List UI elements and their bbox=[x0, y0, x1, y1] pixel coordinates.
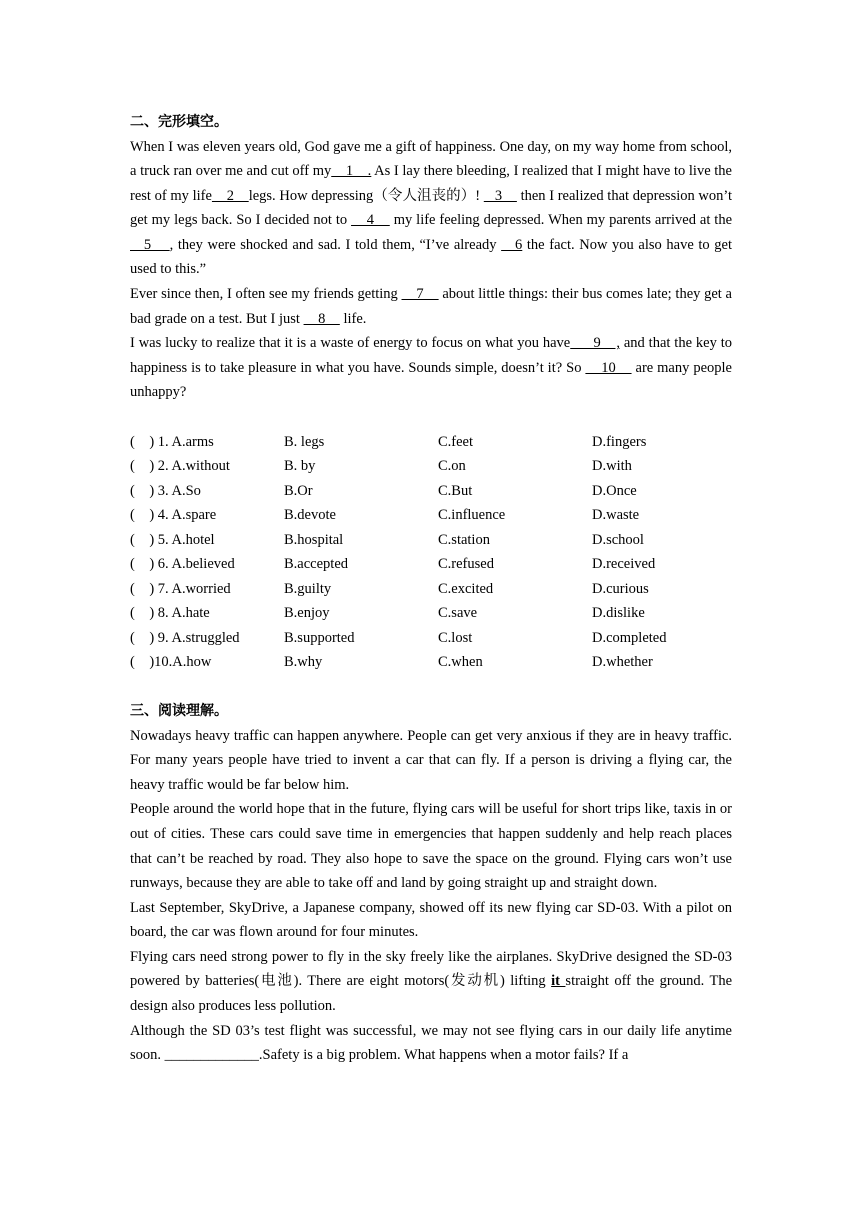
cloze-passage bbox=[130, 135, 732, 406]
blank-9: 9 , bbox=[570, 335, 620, 352]
option-b: B.guilty bbox=[284, 580, 332, 597]
blank-8: 8 bbox=[303, 310, 340, 327]
question-number: ( )10.A.how bbox=[130, 654, 212, 671]
option-row bbox=[130, 552, 732, 577]
option-b: B. by bbox=[284, 458, 316, 475]
option-d: D.with bbox=[592, 458, 632, 475]
option-d: D.curious bbox=[592, 580, 649, 597]
text: Although the SD 03’s test flight was successful, we may not see flying cars in our daily life anytime soon. bbox=[130, 1022, 732, 1064]
spacer bbox=[130, 405, 732, 430]
cloze-paragraph-3 bbox=[130, 331, 732, 405]
reading-paragraph-4 bbox=[130, 945, 732, 1019]
text: legs. How depressing（令人沮丧的）! bbox=[248, 187, 484, 204]
option-c: C.lost bbox=[438, 629, 473, 646]
blank-2: 2 bbox=[211, 187, 249, 204]
question-number: ( ) 9. A.struggled bbox=[130, 629, 240, 646]
text: about little things: their bus comes late; they get a bad grade on a test. But I just bbox=[130, 286, 732, 327]
option-c: C.influence bbox=[438, 507, 506, 524]
answer-blank[interactable]: _____________ bbox=[164, 1047, 259, 1064]
blank-3: 3 bbox=[483, 187, 517, 204]
question-number: ( ) 1. A.arms bbox=[130, 433, 214, 450]
option-row bbox=[130, 479, 732, 504]
option-b: B.accepted bbox=[284, 556, 349, 573]
option-d: D.Once bbox=[592, 482, 637, 499]
option-b: B.Or bbox=[284, 482, 313, 499]
option-c: C.station bbox=[438, 531, 490, 548]
blank-10: 10 bbox=[585, 359, 632, 376]
cloze-heading: 二、完形填空。 bbox=[130, 114, 228, 130]
option-row bbox=[130, 503, 732, 528]
question-number: ( ) 5. A.hotel bbox=[130, 531, 215, 548]
option-c: C.when bbox=[438, 654, 483, 671]
text: Flying cars need strong power to fly in the sky freely like the airplanes. SkyDrive designed the SD-03 powered by batteries(电池). There are eight motors(发动机) lifting bbox=[130, 948, 732, 990]
option-b: B.why bbox=[284, 654, 323, 671]
text: the fact. Now you also have to get used to this.” bbox=[130, 236, 733, 278]
option-row bbox=[130, 577, 732, 602]
text: Ever since then, I often see my friends getting bbox=[130, 286, 402, 303]
option-d: D.waste bbox=[592, 507, 640, 524]
text: my life feeling depressed. When my parents arrived at the bbox=[389, 212, 733, 229]
blank-6: 6 bbox=[501, 236, 523, 253]
option-row bbox=[130, 430, 732, 455]
option-c: C.on bbox=[438, 458, 466, 475]
option-c: C.save bbox=[438, 605, 478, 622]
reading-paragraph-3: Last September, SkyDrive, a Japanese company, showed off its new flying car SD-03. With a pilot on board, the car was flown around for four minutes. bbox=[130, 899, 732, 941]
text: then I realized that depression won’t get my legs back. So I decided not to bbox=[130, 187, 733, 229]
reading-passage bbox=[130, 724, 732, 1068]
question-number: ( ) 3. A.So bbox=[130, 482, 201, 499]
option-b: B.devote bbox=[284, 507, 336, 524]
option-b: B.supported bbox=[284, 629, 355, 646]
reading-paragraph-1: Nowadays heavy traffic can happen anywhere. People can get very anxious if they are in heavy traffic. For many years people have tried to invent a car that can fly. If a person is driving a flying car, the heavy traffic would be far below him. bbox=[130, 727, 732, 793]
blank-7: 7 bbox=[401, 286, 439, 303]
option-row bbox=[130, 528, 732, 553]
text: , they were shocked and sad. I told them, “I’ve already bbox=[169, 236, 502, 253]
option-d: D.fingers bbox=[592, 433, 647, 450]
text: As I lay there bleeding, I realized that I might have to live the rest of my life bbox=[130, 163, 732, 204]
underlined-word-it: it bbox=[551, 973, 566, 990]
cloze-paragraph-2 bbox=[130, 282, 732, 331]
option-b: B.hospital bbox=[284, 531, 344, 548]
option-d: D.received bbox=[592, 556, 656, 573]
text: When I was eleven years old, God gave me a gift of happiness. One day, on my way home from school, a truck ran over me and cut off my bbox=[130, 138, 732, 180]
reading-paragraph-2: People around the world hope that in the future, flying cars will be useful for short trips like, taxis in or out of cities. These cars could save time in emergencies that happen suddenly and help reach places that can’t be reached by road. They also hope to save the space on the ground. Flying cars won’t use runways, because they are able to take off and land by going straight up and straight down. bbox=[130, 801, 732, 892]
option-c: C.refused bbox=[438, 556, 494, 573]
text: and that the key to happiness is to take pleasure in what you have. Sounds simple, doesn’t it? So bbox=[130, 335, 733, 376]
text: are many people unhappy? bbox=[130, 359, 732, 401]
question-number: ( ) 7. A.worried bbox=[130, 580, 231, 597]
blank-5: 5 bbox=[130, 236, 170, 253]
text: straight off the ground. The design also produces less pollution. bbox=[130, 973, 733, 1015]
question-number: ( ) 4. A.spare bbox=[130, 507, 217, 524]
option-c: C.But bbox=[438, 482, 473, 499]
text: I was lucky to realize that it is a waste of energy to focus on what you have bbox=[130, 335, 571, 352]
question-number: ( ) 6. A.believed bbox=[130, 556, 235, 573]
option-d: D.school bbox=[592, 531, 644, 548]
option-d: D.completed bbox=[592, 629, 667, 646]
document-content bbox=[130, 110, 732, 1068]
option-d: D.whether bbox=[592, 654, 653, 671]
option-row bbox=[130, 626, 732, 651]
option-c: C.excited bbox=[438, 580, 494, 597]
option-c: C.feet bbox=[438, 433, 474, 450]
reading-paragraph-5 bbox=[130, 1019, 732, 1068]
option-row bbox=[130, 601, 732, 626]
cloze-paragraph-1 bbox=[130, 135, 732, 283]
reading-heading: 三、阅读理解。 bbox=[130, 703, 228, 720]
option-row bbox=[130, 650, 732, 675]
spacer bbox=[130, 675, 732, 700]
answer-options bbox=[130, 430, 732, 675]
option-d: D.dislike bbox=[592, 605, 645, 622]
blank-4: 4 bbox=[351, 212, 390, 229]
option-b: B. legs bbox=[284, 433, 325, 450]
text: .Safety is a big problem. What happens when a motor fails? If a bbox=[258, 1047, 629, 1064]
text: life. bbox=[339, 310, 367, 327]
option-b: B.enjoy bbox=[284, 605, 330, 622]
option-row bbox=[130, 454, 732, 479]
blank-1: 1 . bbox=[331, 163, 372, 180]
question-number: ( ) 8. A.hate bbox=[130, 605, 210, 622]
question-number: ( ) 2. A.without bbox=[130, 458, 230, 475]
